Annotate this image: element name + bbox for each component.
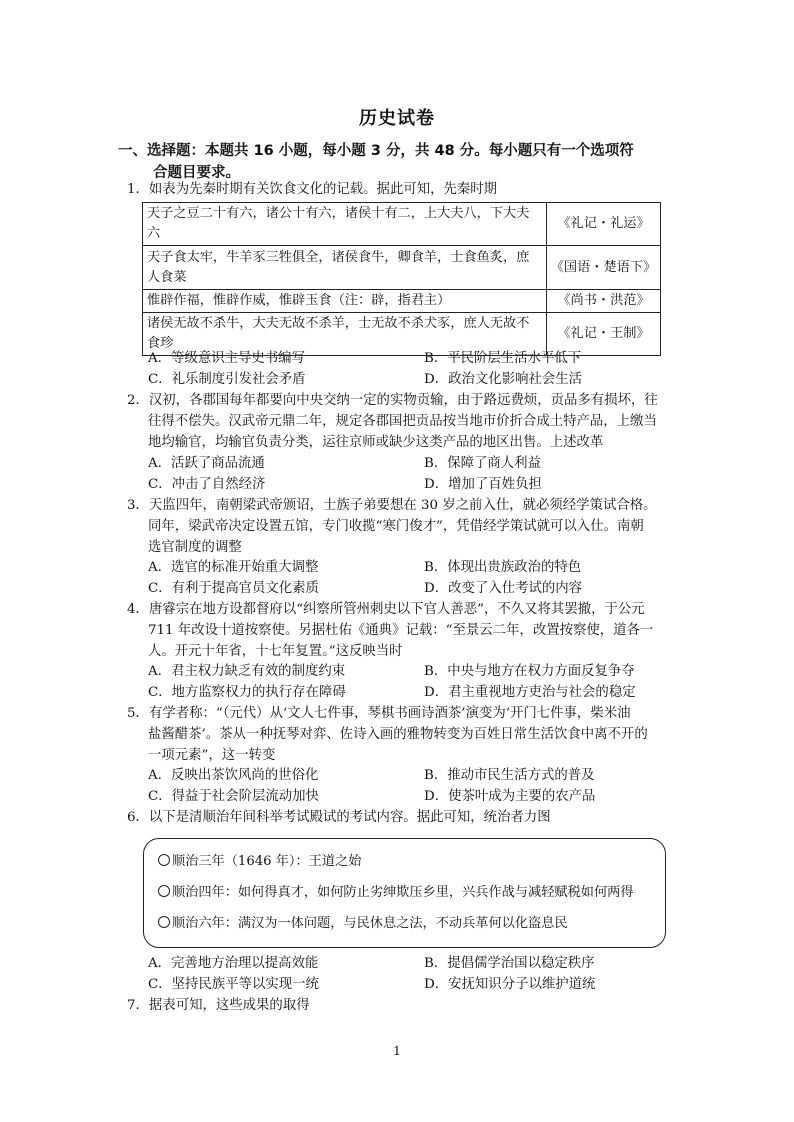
question-4-line: 人。开元十年省，十七年复置。”这反映当时 bbox=[148, 643, 403, 659]
question-1-table bbox=[142, 202, 661, 356]
section-heading bbox=[118, 140, 688, 184]
question-6-options bbox=[148, 954, 668, 996]
option-c: C．冲击了自然经济 bbox=[148, 476, 266, 492]
question-5-options bbox=[148, 766, 668, 808]
question-6-stem bbox=[127, 808, 667, 829]
question-2-line: 2．汉初，各郡国每年都要向中央交纳一定的实物贡输，由于路远费烦，贡品多有损坏，往 bbox=[127, 393, 658, 408]
option-d: D．政治文化影响社会生活 bbox=[424, 371, 583, 387]
option-b: B．保障了商人利益 bbox=[424, 456, 541, 471]
question-7-stem bbox=[127, 996, 667, 1017]
question-5-line: 5．有学者称：“（元代）从‘文人七件事，琴棋书画诗酒茶’演变为‘开门七件事，柴米油 bbox=[127, 706, 631, 721]
option-c: C．得益于社会阶层流动加快 bbox=[148, 788, 319, 804]
option-d: D．改变了入仕考试的内容 bbox=[424, 580, 583, 596]
option-b: B．体现出贵族政治的特色 bbox=[424, 560, 582, 575]
question-1-options bbox=[148, 349, 668, 391]
option-a: A．反映出茶饮风尚的世俗化 bbox=[148, 768, 319, 783]
question-6-material-box bbox=[143, 838, 666, 948]
question-4-stem bbox=[127, 600, 667, 662]
question-1-stem bbox=[127, 180, 667, 201]
material-line bbox=[158, 881, 634, 900]
page-number: 1 bbox=[393, 1044, 401, 1058]
table-cell-source: 《礼记・王制》 bbox=[547, 313, 661, 356]
option-a: A．活跃了商品流通 bbox=[148, 456, 265, 471]
question-3-line: 选官制度的调整 bbox=[148, 539, 242, 555]
table-row bbox=[143, 246, 661, 290]
option-c: C．坚持民族平等以实现一统 bbox=[148, 976, 319, 992]
table-cell-source: 《国语・楚语下》 bbox=[547, 246, 661, 290]
question-2-line: 往得不偿失。汉武帝元鼎二年，规定各郡国把贡品按当地市价折合成土特产品，上缴当 bbox=[148, 413, 657, 429]
question-6-text: 6．以下是清顺治年间科举考试殿试的考试内容。据此可知，统治者力图 bbox=[127, 810, 551, 825]
circle-bullet-icon bbox=[158, 854, 170, 866]
option-d: D．君主重视地方吏治与社会的稳定 bbox=[424, 684, 636, 700]
option-a: A．等级意识主导史书编写 bbox=[148, 351, 305, 366]
material-text: 顺治三年（1646 年）：王道之始 bbox=[172, 854, 362, 869]
question-3-line: 3．天监四年，南朝梁武帝颁诏，士族子弟要想在 30 岁之前入仕，就必须经学策试合格。 bbox=[127, 498, 657, 513]
table-row bbox=[143, 203, 661, 246]
option-c: C．地方监察权力的执行存在障碍 bbox=[148, 684, 346, 700]
option-b: B．中央与地方在权力方面反复争夺 bbox=[424, 664, 635, 679]
table-row bbox=[143, 290, 661, 313]
question-1-text: 1．如表为先秦时期有关饮食文化的记载。据此可知，先秦时期 bbox=[127, 182, 498, 197]
question-4-options bbox=[148, 662, 668, 704]
table-cell-text: 惟辟作福，惟辟作威，惟辟玉食（注：辟，指君主） bbox=[143, 290, 547, 313]
option-d: D．安抚知识分子以维护道统 bbox=[424, 976, 596, 992]
option-a: A．君主权力缺乏有效的制度约束 bbox=[148, 664, 346, 679]
option-b: B．推动市民生活方式的普及 bbox=[424, 768, 595, 783]
question-3-options bbox=[148, 558, 668, 600]
question-5-stem bbox=[127, 704, 667, 766]
table-cell-text: 天子食太牢，牛羊豕三牲俱全，诸侯食牛，卿食羊，士食鱼炙，庶人食菜 bbox=[143, 246, 547, 290]
option-c: C．有利于提高官员文化素质 bbox=[148, 580, 319, 596]
question-2-line: 地均输官，均输官负责分类，运往京师或缺少这类产品的地区出售。上述改革 bbox=[148, 434, 604, 450]
table-cell-source: 《礼记・礼运》 bbox=[547, 203, 661, 246]
question-2-options bbox=[148, 454, 668, 496]
material-text: 顺治六年：满汉为一体问题，与民休息之法，不动兵革何以化盗息民 bbox=[172, 916, 568, 931]
option-c: C．礼乐制度引发社会矛盾 bbox=[148, 371, 306, 387]
question-4-line: 711 年改设十道按察使。另据杜佑《通典》记载：“至景云二年，改置按察使，道各一 bbox=[148, 622, 654, 638]
option-b: B．平民阶层生活水平低下 bbox=[424, 351, 582, 366]
question-2-stem bbox=[127, 391, 667, 453]
question-3-line: 同年，梁武帝决定设置五馆，专门收揽“寒门俊才”，凭借经学策试就可以入仕。南朝 bbox=[148, 518, 644, 534]
option-d: D．使茶叶成为主要的农产品 bbox=[424, 788, 596, 804]
section-heading-line2: 合题目要求。 bbox=[153, 165, 240, 181]
question-5-line: 一项元素”，这一转变 bbox=[148, 747, 276, 763]
material-line bbox=[158, 912, 568, 931]
option-b: B．提倡儒学治国以稳定秩序 bbox=[424, 956, 595, 971]
option-a: A．完善地方治理以提高效能 bbox=[148, 956, 319, 971]
option-d: D．增加了百姓负担 bbox=[424, 476, 542, 492]
question-4-line: 4．唐睿宗在地方设都督府以“纠察所管州刺史以下官人善恶”，不久又将其罢撤，于公元 bbox=[127, 602, 645, 617]
table-cell-text: 诸侯无故不杀牛，大夫无故不杀羊，士无故不杀犬豕，庶人无故不食珍 bbox=[143, 313, 547, 356]
material-text: 顺治四年：如何得真才，如何防止劣绅欺压乡里，兴兵作战与减轻赋税如何两得 bbox=[172, 885, 634, 900]
section-heading-line1: 一、选择题：本题共 16 小题，每小题 3 分，共 48 分。每小题只有一个选项符 bbox=[118, 143, 634, 159]
table-cell-source: 《尚书・洪范》 bbox=[547, 290, 661, 313]
option-a: A．选官的标准开始重大调整 bbox=[148, 560, 319, 575]
question-7-text: 7．据表可知，这些成果的取得 bbox=[127, 998, 310, 1013]
material-line bbox=[158, 850, 361, 869]
question-3-stem bbox=[127, 496, 667, 558]
question-5-line: 盐酱醋茶’。茶从一种抚琴对弈、佐诗入画的雅物转变为百姓日常生活饮食中离不开的 bbox=[148, 726, 648, 742]
page-title: 历史试卷 bbox=[359, 108, 435, 129]
circle-bullet-icon bbox=[158, 885, 170, 897]
circle-bullet-icon bbox=[158, 916, 170, 928]
table-cell-text: 天子之豆二十有六，诸公十有六，诸侯十有二，上大夫八，下大夫六 bbox=[143, 203, 547, 246]
